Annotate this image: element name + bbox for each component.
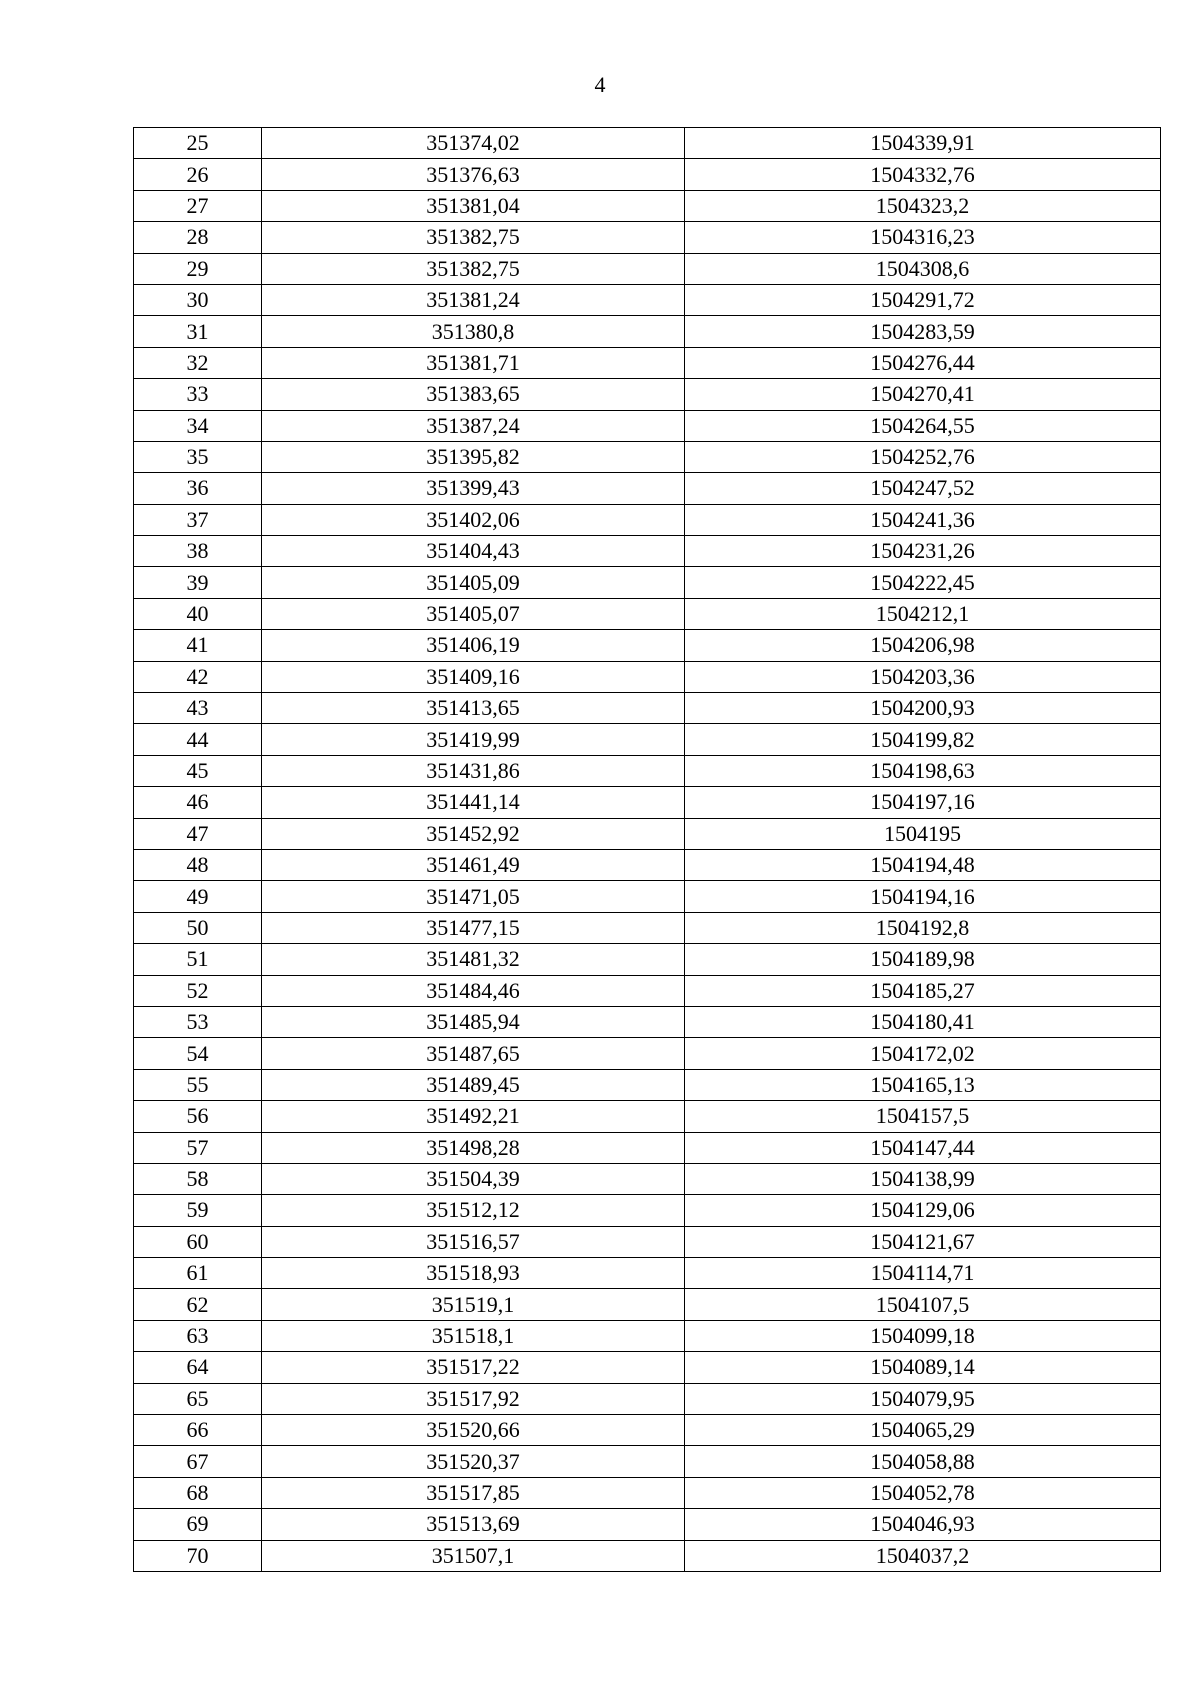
table-row: [134, 1195, 1161, 1226]
table-row: [134, 693, 1161, 724]
x-coordinate-cell: 351461,49: [262, 849, 685, 880]
y-coordinate-cell: 1504206,98: [685, 630, 1161, 661]
table-row: [134, 441, 1161, 472]
point-number-cell: 58: [134, 1163, 262, 1194]
page-number: 4: [594, 72, 606, 97]
x-coordinate-cell: 351487,65: [262, 1038, 685, 1069]
x-coordinate-cell: 351492,21: [262, 1101, 685, 1132]
x-coordinate-cell: 351516,57: [262, 1226, 685, 1257]
point-number-cell: 63: [134, 1320, 262, 1351]
point-number-cell: 52: [134, 975, 262, 1006]
point-number-cell: 62: [134, 1289, 262, 1320]
table-row: [134, 1289, 1161, 1320]
point-number-cell: 28: [134, 222, 262, 253]
x-coordinate-cell: 351520,37: [262, 1446, 685, 1477]
y-coordinate-cell: 1504212,1: [685, 598, 1161, 629]
point-number-cell: 48: [134, 849, 262, 880]
y-coordinate-cell: 1504107,5: [685, 1289, 1161, 1320]
y-coordinate-cell: 1504194,48: [685, 849, 1161, 880]
point-number-cell: 70: [134, 1540, 262, 1571]
point-number-cell: 67: [134, 1446, 262, 1477]
y-coordinate-cell: 1504195: [685, 818, 1161, 849]
table-row: [134, 473, 1161, 504]
x-coordinate-cell: 351406,19: [262, 630, 685, 661]
y-coordinate-cell: 1504276,44: [685, 347, 1161, 378]
x-coordinate-cell: 351383,65: [262, 379, 685, 410]
y-coordinate-cell: 1504247,52: [685, 473, 1161, 504]
x-coordinate-cell: 351441,14: [262, 787, 685, 818]
table-row: [134, 1477, 1161, 1508]
y-coordinate-cell: 1504189,98: [685, 944, 1161, 975]
y-coordinate-cell: 1504316,23: [685, 222, 1161, 253]
x-coordinate-cell: 351413,65: [262, 693, 685, 724]
point-number-cell: 38: [134, 536, 262, 567]
point-number-cell: 34: [134, 410, 262, 441]
point-number-cell: 29: [134, 253, 262, 284]
point-number-cell: 32: [134, 347, 262, 378]
table-row: [134, 912, 1161, 943]
table-row: [134, 1101, 1161, 1132]
point-number-cell: 69: [134, 1509, 262, 1540]
y-coordinate-cell: 1504241,36: [685, 504, 1161, 535]
x-coordinate-cell: 351419,99: [262, 724, 685, 755]
point-number-cell: 43: [134, 693, 262, 724]
point-number-cell: 45: [134, 755, 262, 786]
x-coordinate-cell: 351452,92: [262, 818, 685, 849]
table-row: [134, 379, 1161, 410]
table-row: [134, 818, 1161, 849]
table-row: [134, 661, 1161, 692]
table-row: [134, 347, 1161, 378]
point-number-cell: 26: [134, 159, 262, 190]
point-number-cell: 44: [134, 724, 262, 755]
table-row: [134, 504, 1161, 535]
y-coordinate-cell: 1504283,59: [685, 316, 1161, 347]
y-coordinate-cell: 1504308,6: [685, 253, 1161, 284]
x-coordinate-cell: 351431,86: [262, 755, 685, 786]
table-row: [134, 1352, 1161, 1383]
table-row: [134, 536, 1161, 567]
table-row: [134, 567, 1161, 598]
point-number-cell: 30: [134, 284, 262, 315]
x-coordinate-cell: 351504,39: [262, 1163, 685, 1194]
x-coordinate-cell: 351498,28: [262, 1132, 685, 1163]
x-coordinate-cell: 351507,1: [262, 1540, 685, 1571]
x-coordinate-cell: 351471,05: [262, 881, 685, 912]
y-coordinate-cell: 1504291,72: [685, 284, 1161, 315]
point-number-cell: 31: [134, 316, 262, 347]
table-row: [134, 849, 1161, 880]
coordinates-table: [133, 127, 1161, 1572]
x-coordinate-cell: 351402,06: [262, 504, 685, 535]
x-coordinate-cell: 351376,63: [262, 159, 685, 190]
point-number-cell: 41: [134, 630, 262, 661]
table-row: [134, 724, 1161, 755]
x-coordinate-cell: 351513,69: [262, 1509, 685, 1540]
x-coordinate-cell: 351518,93: [262, 1258, 685, 1289]
y-coordinate-cell: 1504037,2: [685, 1540, 1161, 1571]
point-number-cell: 64: [134, 1352, 262, 1383]
table-row: [134, 1383, 1161, 1414]
table-row: [134, 944, 1161, 975]
point-number-cell: 55: [134, 1069, 262, 1100]
x-coordinate-cell: 351489,45: [262, 1069, 685, 1100]
point-number-cell: 27: [134, 190, 262, 221]
point-number-cell: 53: [134, 1006, 262, 1037]
point-number-cell: 65: [134, 1383, 262, 1414]
table-row: [134, 1038, 1161, 1069]
x-coordinate-cell: 351374,02: [262, 128, 685, 159]
x-coordinate-cell: 351387,24: [262, 410, 685, 441]
table-row: [134, 222, 1161, 253]
table-row: [134, 881, 1161, 912]
x-coordinate-cell: 351381,24: [262, 284, 685, 315]
y-coordinate-cell: 1504129,06: [685, 1195, 1161, 1226]
table-row: [134, 1069, 1161, 1100]
x-coordinate-cell: 351485,94: [262, 1006, 685, 1037]
table-row: [134, 1320, 1161, 1351]
table-row: [134, 1258, 1161, 1289]
point-number-cell: 35: [134, 441, 262, 472]
x-coordinate-cell: 351404,43: [262, 536, 685, 567]
table-row: [134, 410, 1161, 441]
y-coordinate-cell: 1504200,93: [685, 693, 1161, 724]
y-coordinate-cell: 1504147,44: [685, 1132, 1161, 1163]
x-coordinate-cell: 351382,75: [262, 253, 685, 284]
y-coordinate-cell: 1504089,14: [685, 1352, 1161, 1383]
y-coordinate-cell: 1504252,76: [685, 441, 1161, 472]
x-coordinate-cell: 351381,04: [262, 190, 685, 221]
x-coordinate-cell: 351517,92: [262, 1383, 685, 1414]
y-coordinate-cell: 1504079,95: [685, 1383, 1161, 1414]
y-coordinate-cell: 1504222,45: [685, 567, 1161, 598]
x-coordinate-cell: 351405,07: [262, 598, 685, 629]
table-row: [134, 1509, 1161, 1540]
y-coordinate-cell: 1504065,29: [685, 1415, 1161, 1446]
y-coordinate-cell: 1504197,16: [685, 787, 1161, 818]
y-coordinate-cell: 1504203,36: [685, 661, 1161, 692]
table-row: [134, 598, 1161, 629]
point-number-cell: 51: [134, 944, 262, 975]
point-number-cell: 39: [134, 567, 262, 598]
table-row: [134, 1163, 1161, 1194]
y-coordinate-cell: 1504192,8: [685, 912, 1161, 943]
x-coordinate-cell: 351382,75: [262, 222, 685, 253]
table-row: [134, 630, 1161, 661]
coordinates-table-body: [134, 128, 1161, 1572]
y-coordinate-cell: 1504332,76: [685, 159, 1161, 190]
point-number-cell: 61: [134, 1258, 262, 1289]
x-coordinate-cell: 351380,8: [262, 316, 685, 347]
y-coordinate-cell: 1504099,18: [685, 1320, 1161, 1351]
x-coordinate-cell: 351517,22: [262, 1352, 685, 1383]
y-coordinate-cell: 1504194,16: [685, 881, 1161, 912]
point-number-cell: 40: [134, 598, 262, 629]
y-coordinate-cell: 1504270,41: [685, 379, 1161, 410]
point-number-cell: 50: [134, 912, 262, 943]
y-coordinate-cell: 1504046,93: [685, 1509, 1161, 1540]
point-number-cell: 49: [134, 881, 262, 912]
point-number-cell: 57: [134, 1132, 262, 1163]
table-row: [134, 787, 1161, 818]
table-row: [134, 1006, 1161, 1037]
x-coordinate-cell: 351518,1: [262, 1320, 685, 1351]
table-row: [134, 159, 1161, 190]
point-number-cell: 54: [134, 1038, 262, 1069]
x-coordinate-cell: 351477,15: [262, 912, 685, 943]
table-row: [134, 190, 1161, 221]
y-coordinate-cell: 1504180,41: [685, 1006, 1161, 1037]
y-coordinate-cell: 1504185,27: [685, 975, 1161, 1006]
table-row: [134, 1415, 1161, 1446]
y-coordinate-cell: 1504138,99: [685, 1163, 1161, 1194]
y-coordinate-cell: 1504323,2: [685, 190, 1161, 221]
point-number-cell: 59: [134, 1195, 262, 1226]
y-coordinate-cell: 1504121,67: [685, 1226, 1161, 1257]
x-coordinate-cell: 351512,12: [262, 1195, 685, 1226]
table-row: [134, 1226, 1161, 1257]
x-coordinate-cell: 351481,32: [262, 944, 685, 975]
table-row: [134, 284, 1161, 315]
x-coordinate-cell: 351399,43: [262, 473, 685, 504]
point-number-cell: 66: [134, 1415, 262, 1446]
table-row: [134, 755, 1161, 786]
table-row: [134, 975, 1161, 1006]
y-coordinate-cell: 1504198,63: [685, 755, 1161, 786]
x-coordinate-cell: 351484,46: [262, 975, 685, 1006]
point-number-cell: 33: [134, 379, 262, 410]
y-coordinate-cell: 1504157,5: [685, 1101, 1161, 1132]
y-coordinate-cell: 1504052,78: [685, 1477, 1161, 1508]
point-number-cell: 36: [134, 473, 262, 504]
point-number-cell: 42: [134, 661, 262, 692]
point-number-cell: 46: [134, 787, 262, 818]
point-number-cell: 25: [134, 128, 262, 159]
y-coordinate-cell: 1504339,91: [685, 128, 1161, 159]
x-coordinate-cell: 351381,71: [262, 347, 685, 378]
y-coordinate-cell: 1504114,71: [685, 1258, 1161, 1289]
point-number-cell: 60: [134, 1226, 262, 1257]
point-number-cell: 47: [134, 818, 262, 849]
point-number-cell: 68: [134, 1477, 262, 1508]
y-coordinate-cell: 1504172,02: [685, 1038, 1161, 1069]
point-number-cell: 37: [134, 504, 262, 535]
y-coordinate-cell: 1504231,26: [685, 536, 1161, 567]
table-row: [134, 1540, 1161, 1571]
x-coordinate-cell: 351517,85: [262, 1477, 685, 1508]
table-row: [134, 1446, 1161, 1477]
y-coordinate-cell: 1504199,82: [685, 724, 1161, 755]
y-coordinate-cell: 1504058,88: [685, 1446, 1161, 1477]
x-coordinate-cell: 351519,1: [262, 1289, 685, 1320]
x-coordinate-cell: 351405,09: [262, 567, 685, 598]
table-row: [134, 316, 1161, 347]
table-row: [134, 1132, 1161, 1163]
point-number-cell: 56: [134, 1101, 262, 1132]
x-coordinate-cell: 351395,82: [262, 441, 685, 472]
y-coordinate-cell: 1504165,13: [685, 1069, 1161, 1100]
x-coordinate-cell: 351409,16: [262, 661, 685, 692]
table-row: [134, 253, 1161, 284]
y-coordinate-cell: 1504264,55: [685, 410, 1161, 441]
table-row: [134, 128, 1161, 159]
x-coordinate-cell: 351520,66: [262, 1415, 685, 1446]
